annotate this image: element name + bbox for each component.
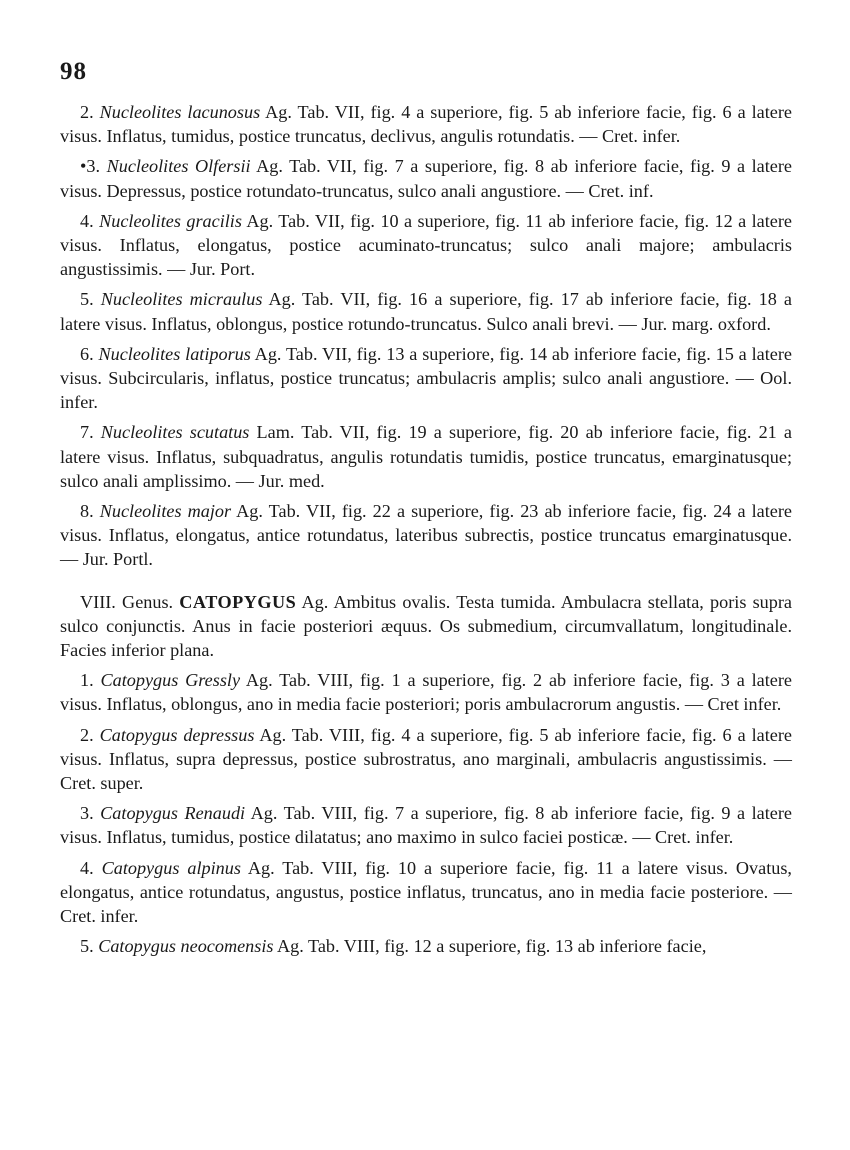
species-entry (60, 100, 792, 148)
entry-description: Ag. Tab. VII, fig. 16 a superiore, fig. 17 ab inferiore facie, fig. 18 a latere visus. Inflatus, oblongus, postice rotundo-truncatus. Sulco anali brevi. — Jur. marg. oxford. (60, 289, 792, 334)
species-entry (60, 668, 792, 716)
genus-prefix: VIII. Genus. (80, 591, 180, 612)
taxon-name: Nucleolites Olfersii (106, 156, 251, 177)
taxon-name: Catopygus Renaudi (100, 803, 246, 824)
species-entry (60, 287, 792, 335)
entry-number: 7. (80, 422, 94, 443)
genus-description: Ag. Ambitus ovalis. Testa tumida. Ambulacra stellata, poris supra sulco conjunctis. Anus in facie posteriori æquus. Os submedium, circumvallatum, longitudinale. Facies inferior plana. (60, 591, 792, 661)
species-entry (60, 209, 792, 282)
species-entry (60, 934, 792, 958)
entry-description: Ag. Tab. VII, fig. 13 a superiore, fig. 14 ab inferiore facie, fig. 15 a latere visus. Subcircularis, inflatus, postice truncatus; ambulacris amplis; sulco anali angustiore. — Ool. infer. (60, 343, 792, 413)
entry-description: Ag. Tab. VIII, fig. 7 a superiore, fig. 8 ab inferiore facie, fig. 9 a latere visus. Inflatus, tumidus, postice dilatatus; ano maximo in sulco faciei posticæ. — Cret. infer. (60, 803, 792, 848)
species-entry (60, 801, 792, 849)
species-entry (60, 856, 792, 929)
taxon-name: Nucleolites micraulus (100, 289, 263, 310)
species-entry (60, 420, 792, 493)
taxon-name: Nucleolites major (99, 501, 232, 522)
entry-number: 2. (80, 102, 94, 122)
entry-number: 5. (80, 289, 94, 310)
entry-number: •3. (80, 156, 101, 177)
species-entry (60, 723, 792, 796)
entry-number: 2. (80, 724, 94, 745)
entry-number: 4. (80, 857, 94, 878)
entry-description: Ag. Tab. VIII, fig. 1 a superiore, fig. 2 ab inferiore facie, fig. 3 a latere visus. Inflatus, oblongus, ano in media facie posteriori; poris ambulacrorum angustis. — Cret infer. (60, 670, 792, 715)
taxon-name: Nucleolites lacunosus (99, 102, 261, 122)
taxon-name: Catopygus neocomensis (98, 936, 274, 957)
genus-name: CATOPYGUS (179, 591, 297, 612)
taxon-name: Catopygus depressus (99, 724, 255, 745)
taxon-name: Nucleolites latiporus (98, 343, 251, 364)
entry-number: 5. (80, 936, 94, 957)
taxon-name: Catopygus alpinus (101, 857, 241, 878)
entry-number: 4. (80, 210, 94, 231)
entry-number: 6. (80, 343, 94, 364)
entry-description: Ag. Tab. VIII, fig. 12 a superiore, fig. 13 ab inferiore facie, (273, 936, 707, 957)
species-entry (60, 499, 792, 572)
entry-number: 1. (80, 670, 94, 691)
entry-description: Ag. Tab. VII, fig. 22 a superiore, fig. 23 ab inferiore facie, fig. 24 a latere visus. Inflatus, elongatus, antice rotundatus, lateribus subrectis, postice truncatus emarginatusque. — Jur. Portl. (60, 501, 792, 570)
taxon-name: Nucleolites scutatus (100, 422, 250, 443)
page-number: 98 (60, 58, 87, 85)
entry-number: 8. (80, 501, 94, 522)
entry-description: Lam. Tab. VII, fig. 19 a superiore, fig. 20 ab inferiore facie, fig. 21 a latere visus. Inflatus, subquadratus, angulis rotundatis tumidis, postice truncatus, emarginatusque; sulco anali amplissimo. — Jur. med. (60, 422, 792, 491)
taxon-name: Nucleolites gracilis (99, 210, 242, 231)
page-body (60, 100, 792, 965)
entry-number: 3. (80, 803, 94, 824)
species-entry (60, 342, 792, 415)
entry-description: Ag. Tab. VIII, fig. 4 a superiore, fig. 5 ab inferiore facie, fig. 6 a latere visus. Inflatus, supra depressus, postice subrostratus, ano marginali, ambulacris angustissimis. — Cret. super. (60, 724, 792, 794)
entry-description: Ag. Tab. VII, fig. 10 a superiore, fig. 11 ab inferiore facie, fig. 12 a latere visus. Inflatus, elongatus, postice acuminato-truncatus; sulco anali majore; ambulacris angustissimis. — Jur. Port. (60, 210, 792, 280)
taxon-name: Catopygus Gressly (100, 670, 241, 691)
genus-heading-entry (60, 590, 792, 663)
entry-description: Ag. Tab. VII, fig. 7 a superiore, fig. 8 ab inferiore facie, fig. 9 a latere visus. Depressus, postice rotundato-truncatus, sulco anali angustiore. — Cret. inf. (60, 156, 793, 201)
entry-description: Ag. Tab. VIII, fig. 10 a superiore facie, fig. 11 a latere visus. Ovatus, elongatus, antice rotundatus, angustus, postice inflatus, truncatus, ano in media facie posteriore. — Cret. infer. (60, 857, 792, 927)
species-entry (60, 154, 792, 202)
entry-description: Ag. Tab. VII, fig. 4 a superiore, fig. 5 ab inferiore facie, fig. 6 a latere visus. Inflatus, tumidus, postice truncatus, declivus, angulis rotundatis. — Cret. infer. (60, 102, 792, 147)
